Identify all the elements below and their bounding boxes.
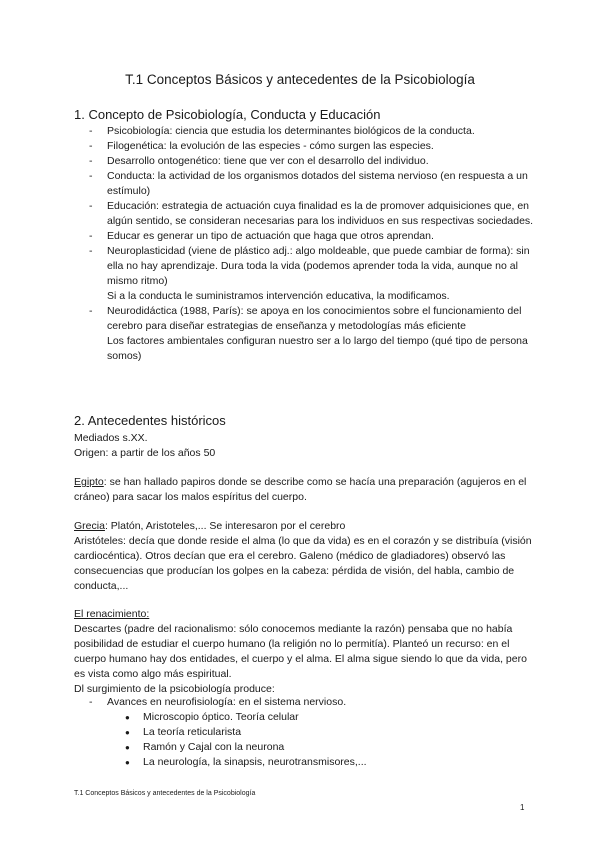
list-item: - Educar es generar un tipo de actuación que haga que otros aprendan.	[74, 229, 534, 244]
section1-heading: 1. Concepto de Psicobiología, Conducta y Educación	[74, 107, 381, 122]
list-item: - Conducta: la actividad de los organismos dotados del sistema nervioso (en respuesta a un estímulo)	[74, 169, 534, 199]
grecia-label: Grecia	[74, 520, 105, 532]
list-item: - Neurodidáctica (1988, París): se apoya en los conocimientos sobre el funcionamiento del cerebro para diseñar estrategias de enseñanza y metodologías más eficiente Los factores ambientales configuran nuestro ser a lo largo del tiempo (qué tipo de persona somos)	[74, 304, 534, 364]
sublist-item: ● La teoría reticularista	[107, 725, 534, 740]
sublist-item: ● La neurología, la sinapsis, neurotransmisores,...	[107, 755, 534, 770]
surgimiento-line: Dl surgimiento de la psicobiología produce:	[74, 683, 275, 695]
didactica-note: Los factores ambientales configuran nuestro ser a lo largo del tiempo (qué tipo de persona somos)	[107, 335, 528, 362]
list-item: - Neuroplasticidad (viene de plástico adj.: algo moldeable, que puede cambiar de forma): sin ella no hay aprendizaje. Dura toda la vida (podemos aprender toda la vida, aunque no al mismo ritmo) Si a la conducta le suministramos intervención educativa, la modificamos.	[74, 244, 534, 304]
page-number: 1	[520, 803, 525, 812]
sublist-item: ● Microscopio óptico. Teoría celular	[107, 710, 534, 725]
renacimiento-label: El renacimiento:	[74, 608, 150, 620]
page-footer: T.1 Conceptos Básicos y antecedentes de la Psicobiología	[74, 790, 256, 797]
list-item: - Filogenética: la evolución de las especies - cómo surgen las especies.	[74, 139, 534, 154]
neuro-note: Si a la conducta le suministramos intervención educativa, la modificamos.	[107, 290, 450, 302]
renacimiento-paragraph: El renacimiento: Descartes (padre del racionalismo: sólo conocemos mediante la razón) pensaba que no había posibilidad de estudiar el cuerpo humano (la religión no lo permitía). Planteó un recurso: en el cuerpo humano hay dos entidades, el cuerpo y el alma. El alma sigue siendo lo que da vida, pero es vista como algo más espiritual. Dl surgimiento de la psicobiología produce:	[74, 608, 527, 695]
avances-sublist	[107, 710, 534, 770]
section2-heading: 2. Antecedentes históricos	[74, 413, 226, 428]
sublist-item: ● Ramón y Cajal con la neurona	[107, 740, 534, 755]
egipto-paragraph: Egipto: se han hallado papiros donde se describe como se hacía una preparación (agujeros en el cráneo) para sacar los malos espíritus del cuerpo.	[74, 476, 527, 503]
page-title: T.1 Conceptos Básicos y antecedentes de la Psicobiología	[125, 72, 475, 87]
list-item: - Avances en neurofisiología: en el sistema nervioso. ● Microscopio óptico. Teoría celular ● La teoría reticularista ● Ramón y Cajal con la neurona ● La neurología, la sinapsis, neurotransmisores,...	[74, 695, 534, 770]
list-item: - Psicobiología: ciencia que estudia los determinantes biológicos de la conducta.	[74, 124, 534, 139]
egipto-label: Egipto	[74, 476, 104, 488]
section1-list	[74, 124, 534, 364]
section2-intro: Mediados s.XX. Origen: a partir de los años 50	[74, 432, 216, 459]
grecia-paragraph: Grecia: Platón, Aristoteles,... Se interesaron por el cerebro Aristóteles: decía que donde reside el alma (lo que da vida) es en el corazón y se distribuía (visión cardiocéntica). Otros decían que era el cerebro. Galeno (médico de gladiadores) observó las consecuencias que producían los golpes en la cabeza: pérdida de visión, del habla, cambio de conducta,...	[74, 520, 532, 592]
list-item: - Educación: estrategia de actuación cuya finalidad es la de promover adquisiciones que, en algún sentido, se consideran necesarias para los individuos en sus respectivas sociedades.	[74, 199, 534, 229]
section2-list	[74, 695, 534, 770]
list-item: - Desarrollo ontogenético: tiene que ver con el desarrollo del individuo.	[74, 154, 534, 169]
